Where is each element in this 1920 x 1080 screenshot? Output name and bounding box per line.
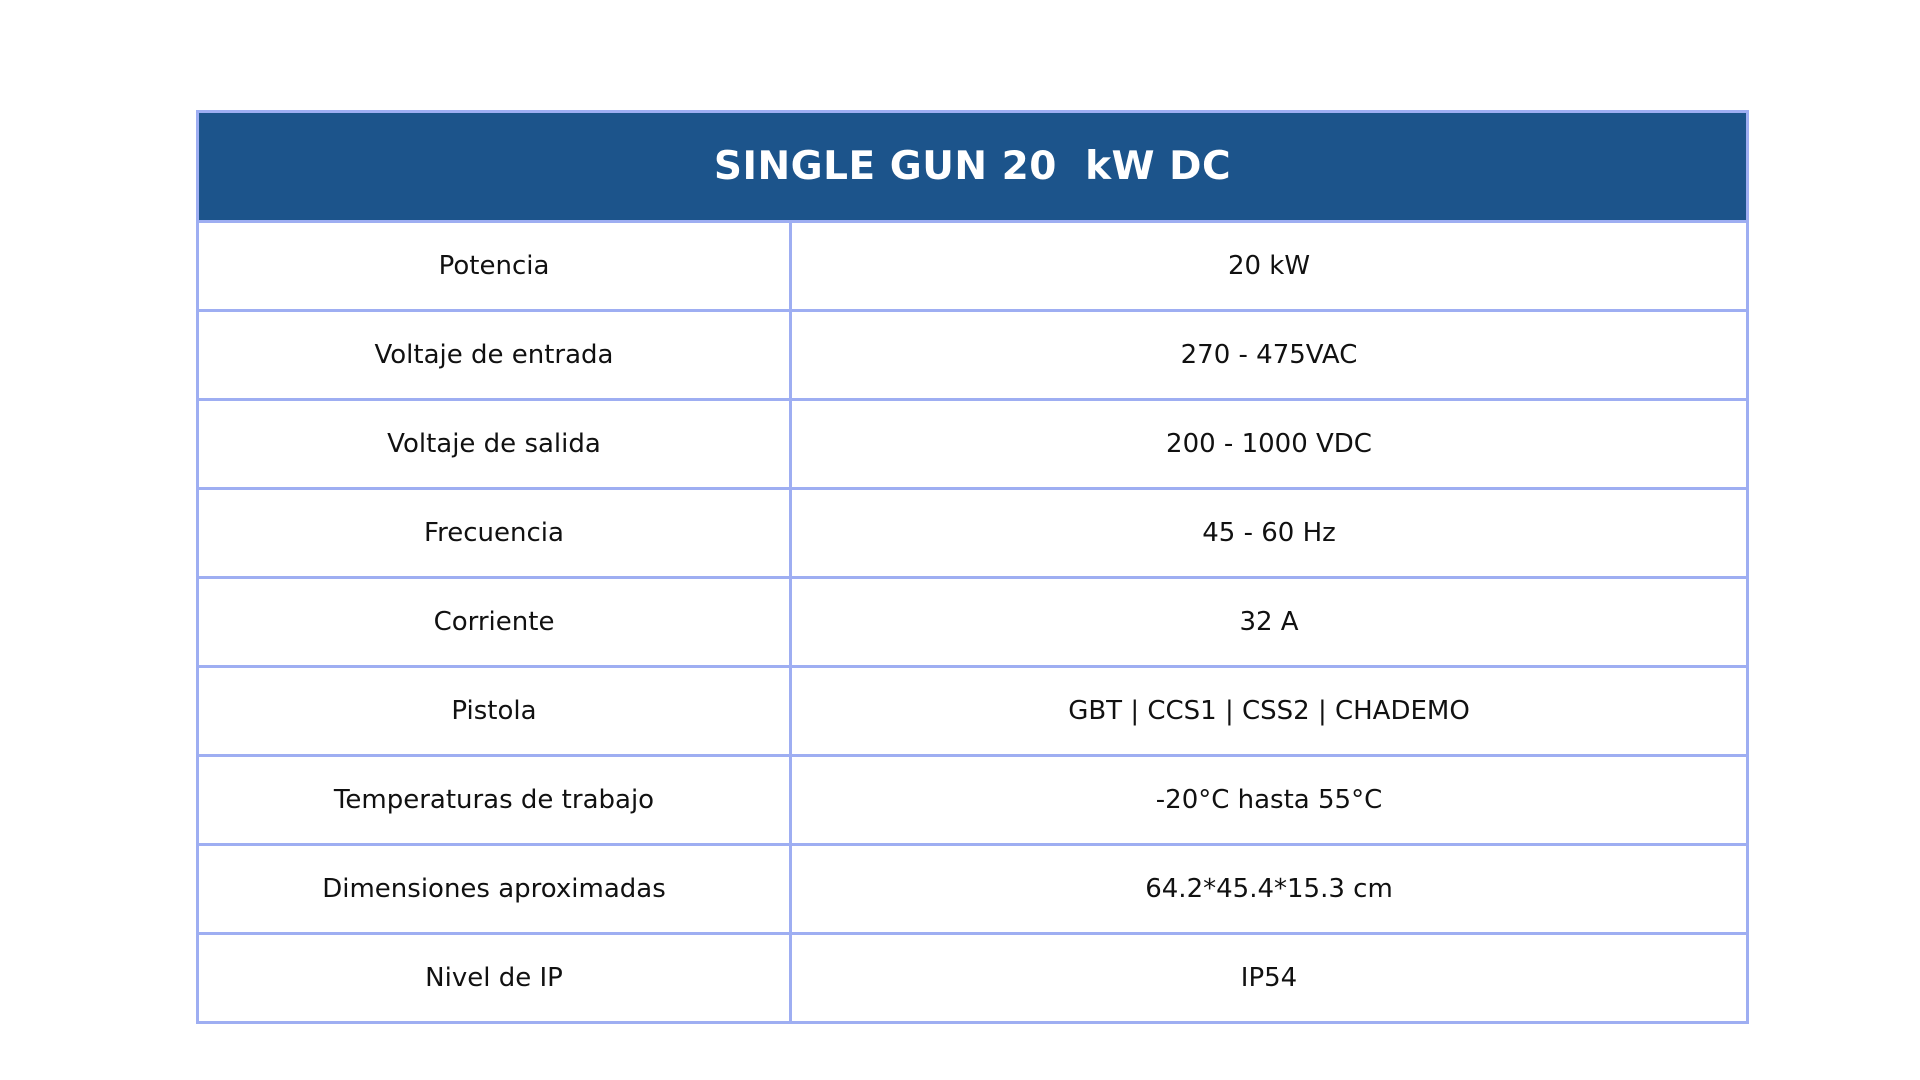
spec-value: IP54: [791, 934, 1748, 1023]
table-row: [198, 667, 1748, 756]
spec-label: Dimensiones aproximadas: [198, 845, 791, 934]
table-row: [198, 756, 1748, 845]
table-header-row: [198, 112, 1748, 222]
table-row: [198, 578, 1748, 667]
spec-label: Potencia: [198, 222, 791, 311]
spec-value: 20 kW: [791, 222, 1748, 311]
table-row: [198, 934, 1748, 1023]
spec-label: Nivel de IP: [198, 934, 791, 1023]
spec-label: Temperaturas de trabajo: [198, 756, 791, 845]
spec-value: 200 - 1000 VDC: [791, 400, 1748, 489]
spec-label: Corriente: [198, 578, 791, 667]
table-row: [198, 311, 1748, 400]
table-title: SINGLE GUN 20 kW DC: [198, 112, 1748, 222]
table-row: [198, 400, 1748, 489]
spec-label: Voltaje de salida: [198, 400, 791, 489]
spec-label: Pistola: [198, 667, 791, 756]
spec-value: -20°C hasta 55°C: [791, 756, 1748, 845]
spec-table: [196, 110, 1749, 1024]
spec-value: GBT | CCS1 | CSS2 | CHADEMO: [791, 667, 1748, 756]
spec-value: 270 - 475VAC: [791, 311, 1748, 400]
table-row: [198, 489, 1748, 578]
table-row: [198, 222, 1748, 311]
spec-label: Voltaje de entrada: [198, 311, 791, 400]
table-row: [198, 845, 1748, 934]
spec-value: 32 A: [791, 578, 1748, 667]
spec-value: 45 - 60 Hz: [791, 489, 1748, 578]
spec-value: 64.2*45.4*15.3 cm: [791, 845, 1748, 934]
spec-label: Frecuencia: [198, 489, 791, 578]
